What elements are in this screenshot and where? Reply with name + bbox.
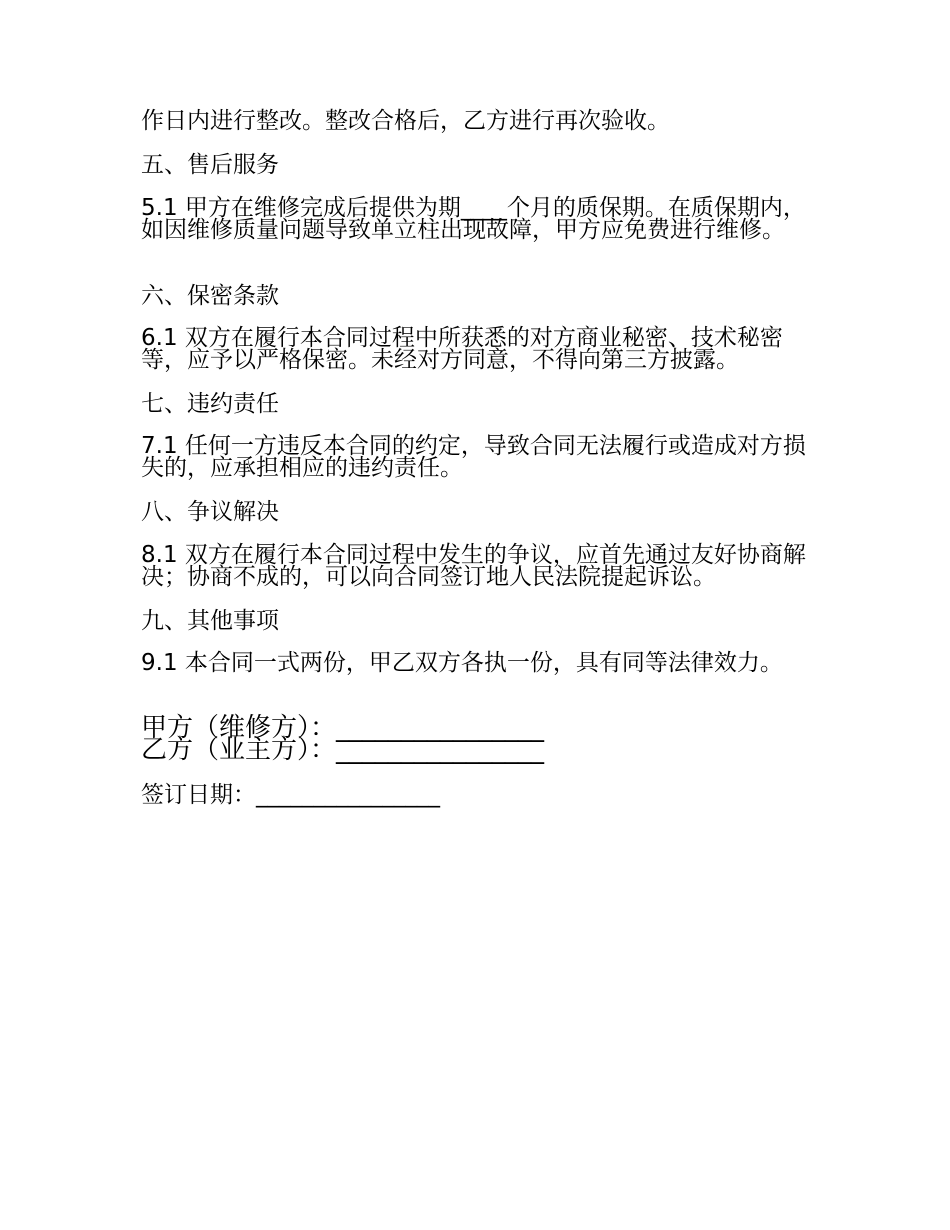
section-9-heading: 九、其他事项 bbox=[141, 608, 279, 634]
section-5-clause: 5.1 甲方在维修完成后提供为期____个月的质保期。在质保期内，如因维修质量问题导致单立柱出现故障，甲方应免费进行维修。 bbox=[141, 195, 806, 243]
signing-date-line: 签订日期：________________ bbox=[141, 782, 440, 808]
section-7-clause: 7.1 任何一方违反本合同的约定，导致合同无法履行或造成对方损失的，应承担相应的违约责任。 bbox=[141, 433, 806, 481]
party-b-signature-line: 乙方（业主方）：________________ bbox=[141, 735, 545, 765]
continuation-text: 作日内进行整改。整改合格后，乙方进行再次验收。 bbox=[141, 108, 670, 134]
section-9-clause: 9.1 本合同一式两份，甲乙双方各执一份，具有同等法律效力。 bbox=[141, 650, 783, 676]
section-8-heading: 八、争议解决 bbox=[141, 499, 279, 525]
section-8-clause: 8.1 双方在履行本合同过程中发生的争议，应首先通过友好协商解决；协商不成的，可以向合同签订地人民法院提起诉讼。 bbox=[141, 542, 806, 590]
section-7-heading: 七、违约责任 bbox=[141, 391, 279, 417]
section-5-heading: 五、售后服务 bbox=[141, 152, 279, 178]
party-a-signature-line: 甲方（维修方）：________________ bbox=[141, 713, 545, 743]
section-6-clause: 6.1 双方在履行本合同过程中所获悉的对方商业秘密、技术秘密等，应予以严格保密。未经对方同意，不得向第三方披露。 bbox=[141, 325, 783, 373]
section-6-heading: 六、保密条款 bbox=[141, 283, 279, 309]
